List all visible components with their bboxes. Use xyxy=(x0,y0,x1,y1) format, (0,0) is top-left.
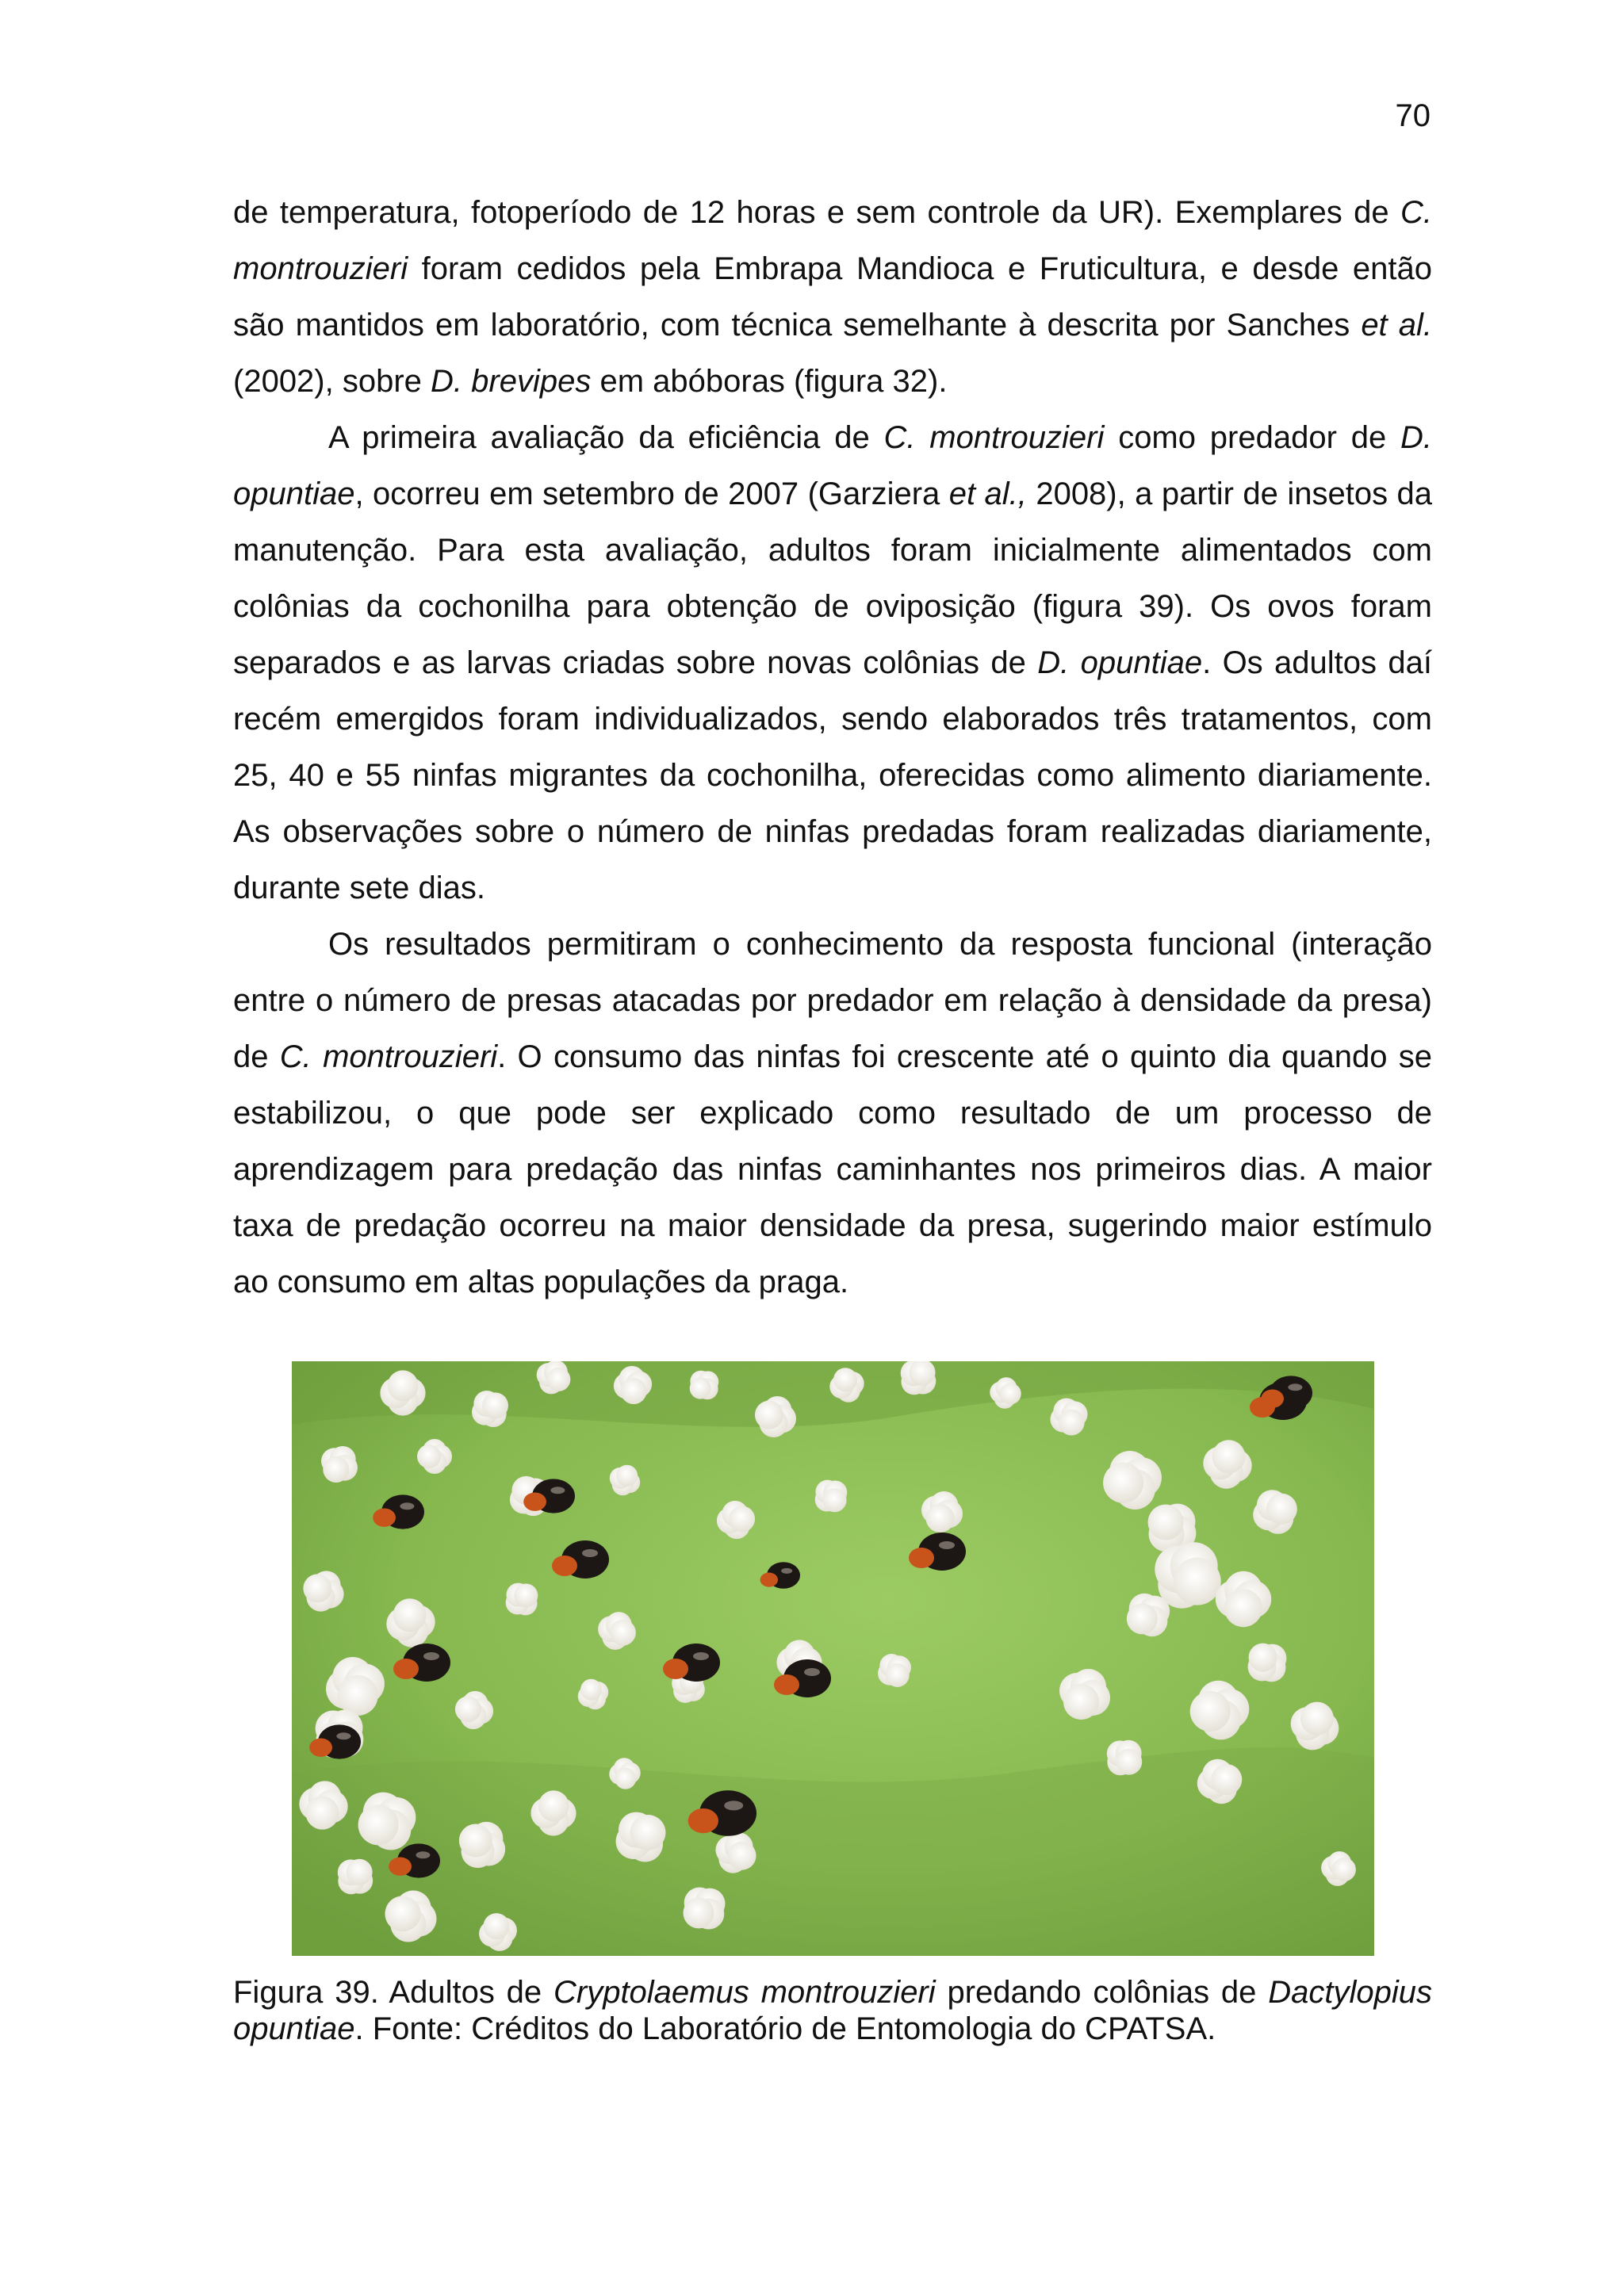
wax-colony xyxy=(1127,1594,1170,1636)
italic-term: D. brevipes xyxy=(431,364,592,399)
text-run: foram cedidos pela Embrapa Mandioca e Fruticultura, e desde então são mantidos em laboratório, com técnica semelhante à descrita por Sanches xyxy=(233,251,1432,342)
wax-colony xyxy=(321,1446,358,1483)
wax-colony xyxy=(1253,1490,1297,1534)
italic-term: Cryptolaemus montrouzieri xyxy=(553,1975,936,2010)
wax-colony xyxy=(715,1832,756,1873)
wax-colony xyxy=(610,1465,640,1495)
italic-term: et al., xyxy=(948,476,1027,511)
text-run: Os resultados permitiram o conhecimento da resposta funcional (interação entre o número de presas atacadas por predador em relação à densidade da presa) de xyxy=(233,927,1432,1074)
italic-term: C. montrouzieri xyxy=(279,1039,498,1074)
figure-caption xyxy=(233,1974,1432,2047)
wax-colony xyxy=(338,1859,373,1894)
wax-colony xyxy=(1248,1644,1287,1682)
wax-colony xyxy=(1155,1542,1220,1608)
wax-colony xyxy=(537,1361,571,1394)
wax-colony xyxy=(358,1793,416,1850)
paragraph-3 xyxy=(233,916,1432,1311)
figure-39-photo xyxy=(292,1361,1374,1956)
wax-colony xyxy=(690,1371,719,1400)
wax-colony xyxy=(1050,1398,1087,1435)
text-run: . O consumo das ninfas foi crescente até o quinto dia quando se estabilizou, o que pode ser explicado como resultado de um processo de aprendizagem para predação das ninfas caminhantes nos primeiros dias. A maior taxa de predação ocorreu na maior densidade da presa, sugerindo maior estímulo ao consumo em altas populações da praga. xyxy=(233,1039,1432,1299)
text-run: 2008), a partir de insetos da manutenção. Para esta avaliação, adultos foram inicialmente alimentados com colônias da cochonilha para obtenção de oviposição (figura 39). Os ovos foram separados e as larvas criadas sobre novas colônias de xyxy=(233,476,1432,680)
text-run: A primeira avaliação da eficiência de xyxy=(328,420,884,455)
text-run: (2002), sobre xyxy=(233,364,431,399)
text-run: . Os adultos daí recém emergidos foram individualizados, sendo elaborados três tratamentos, com 25, 40 e 55 ninfas migrantes da cochonilha, oferecidas como alimento diariamente. As observações sobre o número de ninfas predadas foram realizadas diariamente, durante sete dias. xyxy=(233,645,1432,905)
text-run: Figura 39. Adultos de xyxy=(233,1975,553,2010)
italic-term: C. montrouzieri xyxy=(233,195,1432,286)
wax-colony xyxy=(506,1583,538,1616)
wax-colony xyxy=(878,1654,911,1687)
wax-colony xyxy=(901,1361,936,1395)
italic-term: D. opuntiae xyxy=(1037,645,1203,680)
text-run: em abóboras (figura 32). xyxy=(591,364,948,399)
wax-colony xyxy=(578,1679,609,1710)
text-run: de temperatura, fotoperíodo de 12 horas e sem controle da UR). Exemplares de xyxy=(233,195,1400,230)
italic-term: C. montrouzieri xyxy=(883,420,1105,455)
wax-colony xyxy=(1107,1740,1142,1775)
wax-colony xyxy=(815,1480,848,1513)
text-run: , ocorreu em setembro de 2007 (Garziera xyxy=(354,476,949,511)
text-run: . Fonte: Créditos do Laboratório de Entomologia do CPATSA. xyxy=(354,2011,1216,2046)
italic-term: D. opuntiae xyxy=(233,420,1433,511)
paragraph-1 xyxy=(233,185,1432,410)
text-run: como predador de xyxy=(1104,420,1401,455)
body-text xyxy=(233,185,1432,1311)
italic-term: Dactylopius opuntiae xyxy=(233,1975,1433,2046)
page-number: 70 xyxy=(1395,98,1431,133)
italic-term: et al. xyxy=(1361,308,1433,342)
wax-colony xyxy=(303,1571,343,1611)
wax-colony xyxy=(459,1822,505,1868)
paragraph-2 xyxy=(233,410,1432,916)
wax-colony xyxy=(472,1391,508,1427)
wax-colony xyxy=(616,1812,666,1862)
wax-colony xyxy=(684,1888,726,1930)
wax-colony xyxy=(1059,1669,1110,1720)
text-run: predando colônias de xyxy=(935,1975,1269,2010)
cochineal-beetles-photo xyxy=(292,1361,1374,1956)
